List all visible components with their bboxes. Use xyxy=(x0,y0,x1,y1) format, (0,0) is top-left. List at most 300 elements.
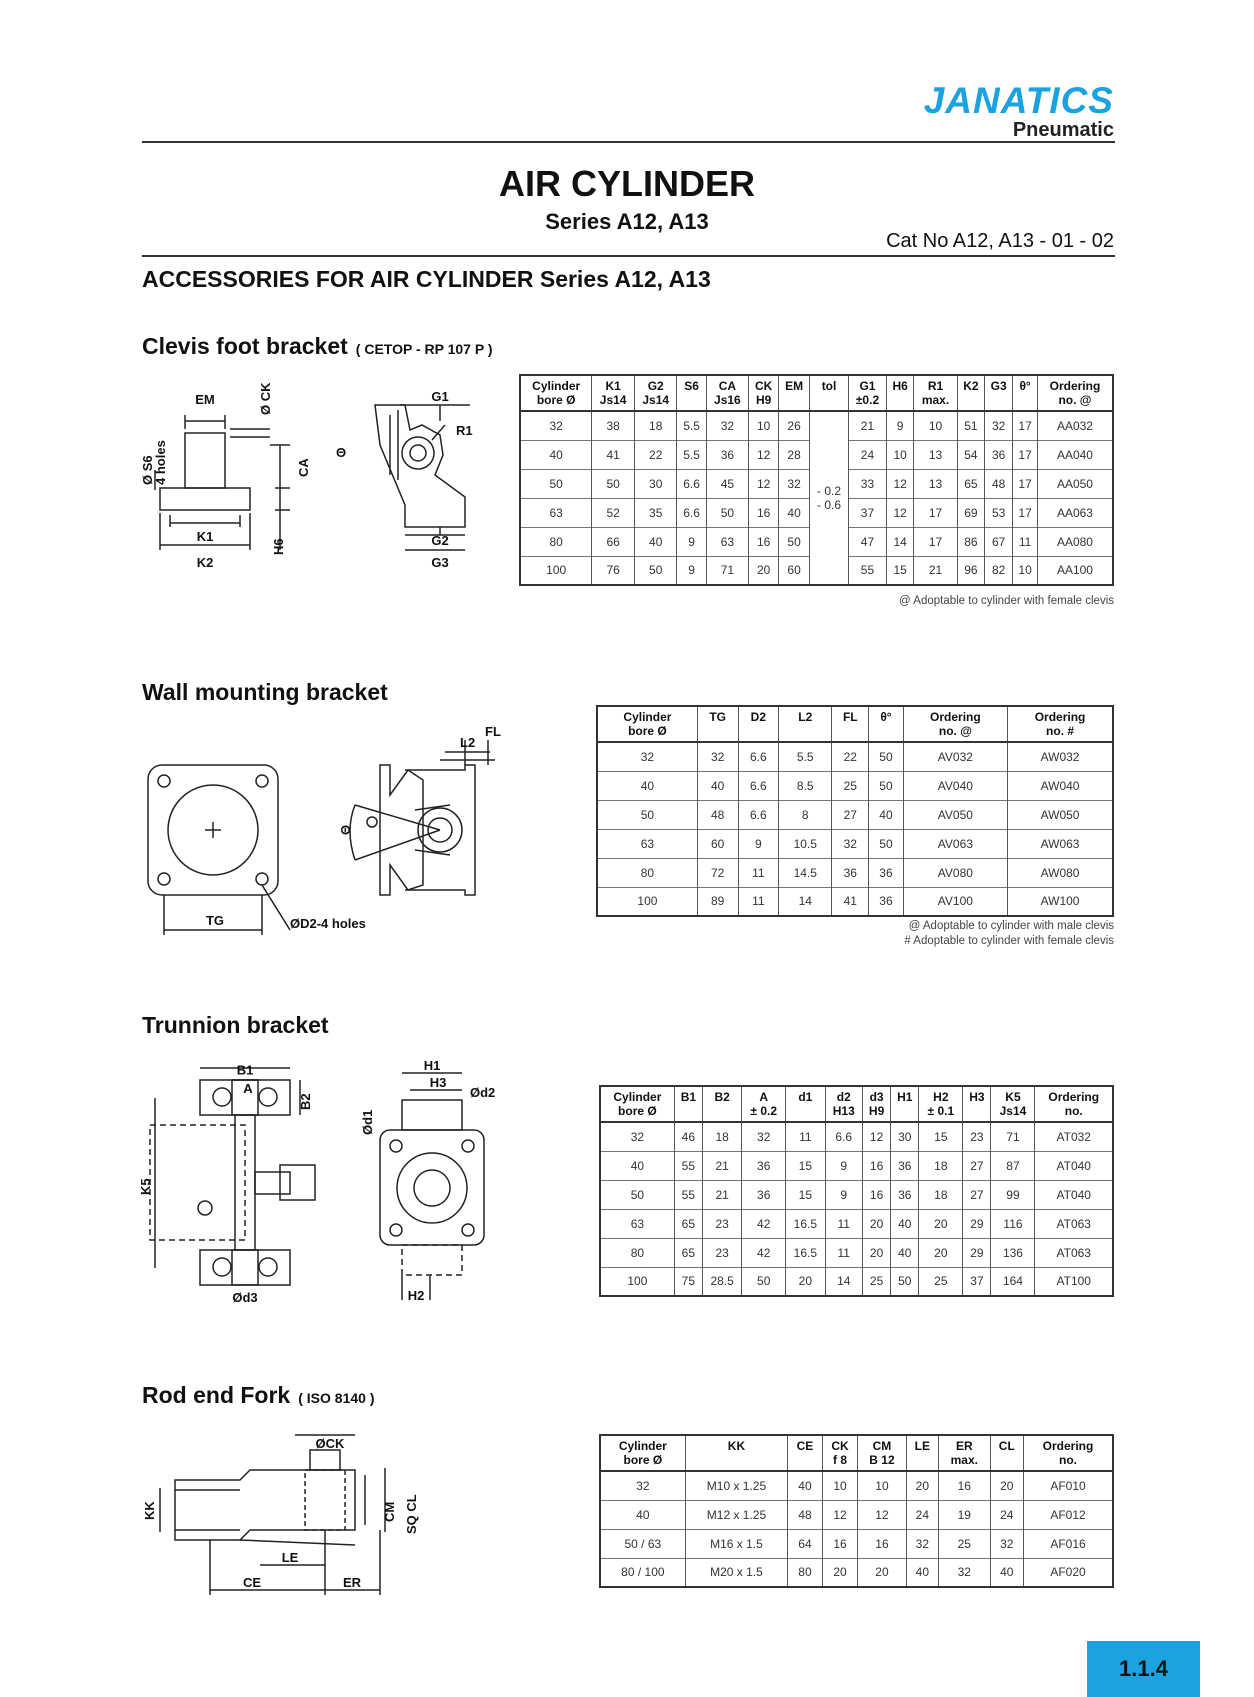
clevis-header-label: CK xyxy=(755,379,773,393)
trunnion-header-cell xyxy=(786,1086,825,1122)
clevis-note: @ Adoptable to cylinder with female clevis xyxy=(899,595,1114,607)
table-cell: 40 xyxy=(600,1151,674,1180)
table-cell: 36 xyxy=(742,1151,786,1180)
table-cell: 27 xyxy=(963,1180,991,1209)
trunnion-header-cell xyxy=(742,1086,786,1122)
wall-header-label: Ordering xyxy=(930,710,981,724)
trunnion-label-b2: B2 xyxy=(298,1093,313,1110)
trunnion-header-sublabel: H13 xyxy=(832,1104,855,1118)
trunnion-label-h1: H1 xyxy=(423,1058,441,1073)
table-cell: 26 xyxy=(779,411,810,440)
clevis-header-cell xyxy=(914,375,957,411)
trunnion-header-sublabel: Js14 xyxy=(999,1104,1027,1118)
fork-label-cm: CM xyxy=(382,1501,397,1522)
trunnion-label-d2: Ød2 xyxy=(470,1085,496,1100)
table-cell: 116 xyxy=(991,1209,1035,1238)
table-cell: 18 xyxy=(702,1122,741,1151)
table-row xyxy=(520,411,1113,440)
table-cell: 28.5 xyxy=(702,1267,741,1296)
table-cell: 65 xyxy=(674,1238,702,1267)
table-cell: 20 xyxy=(919,1209,963,1238)
trunnion-header-sublabel: bore Ø xyxy=(618,1104,657,1118)
clevis-label-g3: G3 xyxy=(431,555,449,570)
table-cell: 40 xyxy=(634,527,677,556)
table-cell: 11 xyxy=(738,858,779,887)
table-cell: 38 xyxy=(592,411,635,440)
table-cell: 50 xyxy=(869,771,903,800)
table-cell: 50 xyxy=(869,742,903,771)
clevis-header-label: G3 xyxy=(990,379,1007,393)
table-cell: 36 xyxy=(742,1180,786,1209)
table-cell: 5.5 xyxy=(779,742,832,771)
table-cell: 9 xyxy=(677,527,706,556)
table-row xyxy=(600,1267,1113,1296)
table-cell: 71 xyxy=(991,1122,1035,1151)
table-cell: 52 xyxy=(592,498,635,527)
table-cell: 25 xyxy=(919,1267,963,1296)
table-cell: 8.5 xyxy=(779,771,832,800)
wall-label-l2: L2 xyxy=(460,735,476,750)
table-cell: 27 xyxy=(963,1151,991,1180)
clevis-header-label: G1 xyxy=(859,379,876,393)
fork-header-label: Ordering xyxy=(1042,1439,1094,1453)
table-cell: AA040 xyxy=(1037,440,1113,469)
table-cell: 32 xyxy=(779,469,810,498)
trunnion-label-k5: K5 xyxy=(138,1178,153,1195)
table-cell: 48 xyxy=(985,469,1013,498)
table-cell: 15 xyxy=(786,1180,825,1209)
table-row xyxy=(597,742,1113,771)
trunnion-header-cell xyxy=(991,1086,1035,1122)
table-cell: 42 xyxy=(742,1209,786,1238)
table-cell: 37 xyxy=(963,1267,991,1296)
trunnion-header-label: B1 xyxy=(680,1090,697,1104)
table-cell: 64 xyxy=(788,1529,823,1558)
table-cell: 32 xyxy=(939,1558,991,1587)
table-cell: M16 x 1.5 xyxy=(685,1529,788,1558)
table-cell: 100 xyxy=(597,887,697,916)
table-cell: AF020 xyxy=(1024,1558,1114,1587)
table-cell: 40 xyxy=(891,1209,919,1238)
table-cell: 36 xyxy=(891,1151,919,1180)
clevis-label-ck: Ø CK xyxy=(258,382,273,415)
table-cell: 23 xyxy=(702,1209,741,1238)
clevis-section-heading xyxy=(142,333,492,360)
table-cell: 12 xyxy=(886,498,913,527)
table-cell: 37 xyxy=(849,498,887,527)
table-cell: 6.6 xyxy=(677,469,706,498)
wall-label-fl: FL xyxy=(485,724,501,739)
table-cell: 32 xyxy=(990,1529,1023,1558)
table-cell: 50 xyxy=(600,1180,674,1209)
table-cell: 51 xyxy=(957,411,984,440)
trunnion-header-label: H1 xyxy=(897,1090,913,1104)
table-cell: 15 xyxy=(886,556,913,585)
table-cell: 17 xyxy=(1013,469,1038,498)
table-cell: 15 xyxy=(786,1151,825,1180)
fork-header-sublabel: f 8 xyxy=(833,1453,848,1467)
clevis-header-label: Cylinder xyxy=(532,379,581,393)
clevis-header-label: Ordering xyxy=(1049,379,1101,393)
trunnion-header-cell xyxy=(674,1086,702,1122)
clevis-header-sublabel: max. xyxy=(921,393,950,407)
table-cell: 41 xyxy=(592,440,635,469)
trunnion-header-label: H2 xyxy=(933,1090,949,1104)
title-rule xyxy=(142,255,1115,257)
wall-label-tg: TG xyxy=(205,913,225,928)
table-cell: 10.5 xyxy=(779,829,832,858)
trunnion-header-label: H3 xyxy=(969,1090,985,1104)
table-cell: 55 xyxy=(674,1151,702,1180)
table-row xyxy=(600,1238,1113,1267)
table-cell: AV050 xyxy=(903,800,1007,829)
wall-header-row xyxy=(597,706,1113,742)
trunnion-header-sublabel: ± 0.1 xyxy=(927,1104,955,1118)
table-cell: 8 xyxy=(779,800,832,829)
trunnion-label-d3: Ød3 xyxy=(232,1290,258,1305)
table-cell: 80 xyxy=(600,1238,674,1267)
table-cell: AA032 xyxy=(1037,411,1113,440)
trunnion-header-sublabel: no. xyxy=(1064,1104,1083,1118)
wall-label-theta: Θ xyxy=(338,824,353,835)
table-cell: 23 xyxy=(702,1238,741,1267)
table-cell: 45 xyxy=(706,469,749,498)
clevis-header-label: θ° xyxy=(1019,379,1031,393)
fork-header-cell xyxy=(685,1435,788,1471)
table-cell: 16.5 xyxy=(786,1209,825,1238)
table-cell: 76 xyxy=(592,556,635,585)
trunnion-header-label: K5 xyxy=(1005,1090,1021,1104)
clevis-header-sublabel: Js14 xyxy=(599,393,627,407)
wall-mounting-bracket-drawing xyxy=(140,710,540,940)
table-cell: 25 xyxy=(862,1267,890,1296)
table-cell: 36 xyxy=(891,1180,919,1209)
fork-header-cell xyxy=(906,1435,938,1471)
table-cell: 17 xyxy=(914,527,957,556)
wall-spec-table xyxy=(596,705,1114,917)
table-cell: AW050 xyxy=(1008,800,1113,829)
wall-heading: Wall mounting bracket xyxy=(142,679,388,705)
wall-header-cell xyxy=(697,706,738,742)
wall-header-sublabel: no. @ xyxy=(938,724,972,738)
table-cell: 13 xyxy=(914,469,957,498)
wall-header-cell xyxy=(903,706,1007,742)
table-cell: AW032 xyxy=(1008,742,1113,771)
clevis-header-cell xyxy=(957,375,984,411)
table-cell: 65 xyxy=(674,1209,702,1238)
clevis-label-g1: G1 xyxy=(431,389,449,404)
table-cell: 82 xyxy=(985,556,1013,585)
header-rule xyxy=(142,141,1115,143)
fork-header-label: CL xyxy=(998,1439,1015,1453)
table-cell: 10 xyxy=(858,1471,906,1500)
table-cell: 24 xyxy=(990,1500,1023,1529)
table-cell: AV040 xyxy=(903,771,1007,800)
table-cell: 69 xyxy=(957,498,984,527)
trunnion-spec-table xyxy=(599,1085,1114,1297)
table-cell: M20 x 1.5 xyxy=(685,1558,788,1587)
trunnion-header-label: B2 xyxy=(714,1090,730,1104)
page-title: AIR CYLINDER xyxy=(498,163,755,204)
table-cell: 55 xyxy=(674,1180,702,1209)
logo-name: JANATICS xyxy=(923,80,1114,121)
trunnion-label-b1: B1 xyxy=(236,1062,254,1078)
table-cell: 18 xyxy=(919,1151,963,1180)
table-cell: 20 xyxy=(786,1267,825,1296)
clevis-header-row xyxy=(520,375,1113,411)
trunnion-header-row xyxy=(600,1086,1113,1122)
table-cell: 50 xyxy=(592,469,635,498)
table-cell: 32 xyxy=(597,742,697,771)
table-cell: AT040 xyxy=(1035,1180,1113,1209)
fork-header-label: LE xyxy=(914,1439,930,1453)
table-cell: AA050 xyxy=(1037,469,1113,498)
table-cell: 50 / 63 xyxy=(600,1529,685,1558)
fork-header-cell xyxy=(822,1435,858,1471)
wall-header-label: Cylinder xyxy=(623,710,672,724)
table-cell: 21 xyxy=(702,1180,741,1209)
table-cell: AT063 xyxy=(1035,1209,1113,1238)
table-cell: 23 xyxy=(963,1122,991,1151)
rod-end-fork-drawing xyxy=(140,1430,440,1605)
table-cell: 10 xyxy=(822,1471,858,1500)
table-cell: AF012 xyxy=(1024,1500,1114,1529)
table-cell: 10 xyxy=(914,411,957,440)
table-row xyxy=(600,1471,1113,1500)
logo-sub: Pneumatic xyxy=(1012,119,1114,141)
table-cell: 65 xyxy=(957,469,984,498)
clevis-label-g2: G2 xyxy=(431,533,449,548)
table-cell: 40 xyxy=(891,1238,919,1267)
table-cell: 32 xyxy=(520,411,592,440)
table-cell: 63 xyxy=(706,527,749,556)
clevis-label-k2: K2 xyxy=(196,555,214,570)
table-cell: 63 xyxy=(597,829,697,858)
table-cell: 40 xyxy=(990,1558,1023,1587)
table-cell: 9 xyxy=(886,411,913,440)
clevis-label-theta: Θ xyxy=(336,445,347,460)
clevis-header-sublabel: Js16 xyxy=(714,393,741,407)
clevis-tol-value: - 0.2 xyxy=(817,484,842,498)
trunnion-section-heading xyxy=(142,1012,329,1039)
wall-note-1: @ Adoptable to cylinder with male clevis xyxy=(908,920,1114,932)
table-cell: 50 xyxy=(634,556,677,585)
table-cell: 14.5 xyxy=(779,858,832,887)
table-cell: 54 xyxy=(957,440,984,469)
trunnion-header-sublabel: H9 xyxy=(868,1104,885,1118)
table-cell: 9 xyxy=(825,1180,862,1209)
trunnion-header-label: d3 xyxy=(869,1090,884,1104)
fork-header-label: Cylinder xyxy=(618,1439,667,1453)
table-cell: 40 xyxy=(520,440,592,469)
table-cell: 32 xyxy=(832,829,869,858)
table-cell: AT063 xyxy=(1035,1238,1113,1267)
table-cell: AV063 xyxy=(903,829,1007,858)
fork-label-ce: CE xyxy=(242,1575,262,1590)
table-cell: 16 xyxy=(939,1471,991,1500)
table-row xyxy=(600,1180,1113,1209)
clevis-header-label: R1 xyxy=(927,379,944,393)
table-cell: 36 xyxy=(869,887,903,916)
table-cell: 21 xyxy=(702,1151,741,1180)
table-cell: 11 xyxy=(738,887,779,916)
table-cell: 50 xyxy=(706,498,749,527)
fork-label-er: ER xyxy=(342,1575,362,1590)
wall-header-sublabel: no. # xyxy=(1046,724,1075,738)
clevis-header-cell xyxy=(677,375,706,411)
table-cell: 9 xyxy=(677,556,706,585)
table-cell: AW100 xyxy=(1008,887,1113,916)
table-cell: AW040 xyxy=(1008,771,1113,800)
fork-standard: ( ISO 8140 ) xyxy=(298,1390,375,1406)
clevis-header-label: CA xyxy=(718,379,737,393)
clevis-header-cell xyxy=(634,375,677,411)
wall-header-label: θ° xyxy=(880,710,892,724)
wall-header-cell xyxy=(597,706,697,742)
table-cell: 19 xyxy=(939,1500,991,1529)
fork-header-sublabel: max. xyxy=(950,1453,978,1467)
table-cell: 22 xyxy=(832,742,869,771)
table-cell: 28 xyxy=(779,440,810,469)
table-cell: M10 x 1.25 xyxy=(685,1471,788,1500)
table-cell: 32 xyxy=(697,742,738,771)
trunnion-header-cell xyxy=(1035,1086,1113,1122)
clevis-tol-value: - 0.6 xyxy=(817,498,842,512)
trunnion-heading: Trunnion bracket xyxy=(142,1012,329,1038)
table-cell: 18 xyxy=(634,411,677,440)
clevis-label-ca: CA xyxy=(296,458,311,477)
fork-label-ck: ØCK xyxy=(315,1436,345,1451)
fork-header-label: ER xyxy=(955,1439,973,1453)
table-cell: 17 xyxy=(1013,498,1038,527)
clevis-header-cell xyxy=(849,375,887,411)
fork-spec-table xyxy=(599,1434,1114,1588)
table-cell: 47 xyxy=(849,527,887,556)
trunnion-bracket-drawing xyxy=(140,1060,520,1310)
table-cell: AW080 xyxy=(1008,858,1113,887)
clevis-foot-bracket-drawing xyxy=(140,382,510,580)
fork-header-cell xyxy=(1024,1435,1114,1471)
table-row xyxy=(600,1151,1113,1180)
table-cell: 12 xyxy=(886,469,913,498)
table-cell: 21 xyxy=(849,411,887,440)
table-cell: 14 xyxy=(825,1267,862,1296)
table-cell: 50 xyxy=(869,829,903,858)
clevis-label-em: EM xyxy=(195,392,215,407)
table-cell: 10 xyxy=(1013,556,1038,585)
table-cell: 6.6 xyxy=(738,800,779,829)
table-cell: 29 xyxy=(963,1209,991,1238)
table-row xyxy=(600,1500,1113,1529)
table-cell: 14 xyxy=(779,887,832,916)
table-row xyxy=(597,800,1113,829)
table-cell: AA100 xyxy=(1037,556,1113,585)
table-cell: 71 xyxy=(706,556,749,585)
fork-label-kk: KK xyxy=(142,1501,157,1520)
table-cell: 96 xyxy=(957,556,984,585)
table-row xyxy=(597,771,1113,800)
wall-header-label: Ordering xyxy=(1034,710,1086,724)
table-cell: 80 xyxy=(788,1558,823,1587)
table-cell: 99 xyxy=(991,1180,1035,1209)
fork-header-label: KK xyxy=(727,1439,746,1453)
fork-section-heading xyxy=(142,1382,375,1409)
wall-header-cell xyxy=(832,706,869,742)
clevis-label-r1: R1 xyxy=(456,423,473,438)
clevis-header-cell xyxy=(1013,375,1038,411)
table-cell: 15 xyxy=(919,1122,963,1151)
catalog-number: Cat No A12, A13 - 01 - 02 xyxy=(886,230,1114,252)
fork-heading: Rod end Fork xyxy=(142,1382,291,1408)
clevis-label-h6: H6 xyxy=(271,538,286,555)
clevis-header-sublabel: no. @ xyxy=(1058,393,1092,407)
clevis-header-sublabel: Js14 xyxy=(642,393,670,407)
table-cell: 13 xyxy=(914,440,957,469)
table-cell: AA063 xyxy=(1037,498,1113,527)
clevis-header-cell xyxy=(520,375,592,411)
table-row xyxy=(597,829,1113,858)
table-cell: 100 xyxy=(600,1267,674,1296)
table-cell: 16 xyxy=(862,1180,890,1209)
table-cell: 32 xyxy=(706,411,749,440)
clevis-header-label: K2 xyxy=(963,379,979,393)
table-cell: 42 xyxy=(742,1238,786,1267)
fork-header-sublabel: B 12 xyxy=(869,1453,895,1467)
table-cell: 60 xyxy=(697,829,738,858)
table-cell: 20 xyxy=(858,1558,906,1587)
accessories-heading: ACCESSORIES FOR AIR CYLINDER Series A12, A13 xyxy=(142,266,711,292)
table-cell: 16.5 xyxy=(786,1238,825,1267)
table-cell: AT032 xyxy=(1035,1122,1113,1151)
trunnion-header-cell xyxy=(825,1086,862,1122)
table-cell: 20 xyxy=(906,1471,938,1500)
table-cell: 32 xyxy=(600,1122,674,1151)
table-cell: 17 xyxy=(914,498,957,527)
table-cell: 30 xyxy=(634,469,677,498)
table-cell: 60 xyxy=(779,556,810,585)
table-cell: 32 xyxy=(742,1122,786,1151)
table-cell: 20 xyxy=(862,1209,890,1238)
table-cell: AT100 xyxy=(1035,1267,1113,1296)
table-cell: 16 xyxy=(862,1151,890,1180)
table-cell: 50 xyxy=(891,1267,919,1296)
table-cell: 12 xyxy=(749,440,779,469)
page-number: 1.1.4 xyxy=(1087,1641,1200,1697)
table-row xyxy=(597,887,1113,916)
table-cell: 100 xyxy=(520,556,592,585)
table-cell: 6.6 xyxy=(738,771,779,800)
table-cell: 12 xyxy=(822,1500,858,1529)
trunnion-header-cell xyxy=(702,1086,741,1122)
page-subtitle: Series A12, A13 xyxy=(545,209,709,234)
table-cell: 22 xyxy=(634,440,677,469)
table-cell: AV080 xyxy=(903,858,1007,887)
table-cell: 21 xyxy=(914,556,957,585)
table-cell: 40 xyxy=(906,1558,938,1587)
trunnion-header-sublabel: ± 0.2 xyxy=(750,1104,778,1118)
table-cell: 10 xyxy=(886,440,913,469)
wall-header-cell xyxy=(779,706,832,742)
table-cell: 17 xyxy=(1013,440,1038,469)
trunnion-header-label: d1 xyxy=(798,1090,813,1104)
table-cell: 89 xyxy=(697,887,738,916)
clevis-header-sublabel: bore Ø xyxy=(536,393,576,407)
table-cell: 27 xyxy=(832,800,869,829)
table-cell: 32 xyxy=(906,1529,938,1558)
trunnion-header-cell xyxy=(862,1086,890,1122)
table-cell: M12 x 1.25 xyxy=(685,1500,788,1529)
clevis-header-label: K1 xyxy=(605,379,621,393)
